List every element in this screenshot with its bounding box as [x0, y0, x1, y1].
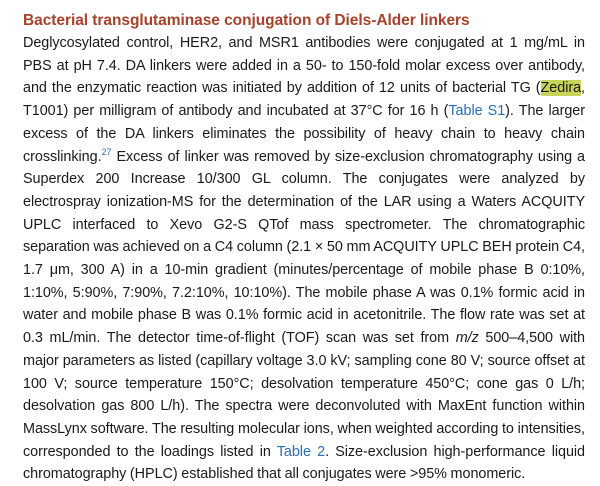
mz-italic: m/z	[455, 330, 479, 347]
paragraph-text: Deglycosylated control, HER2, and MSR1 antibodies were conjugated at 1 mg/mL in PBS at pH 7.4. DA linkers were added in a 50- to 150-fold molar excess over antibody, and the enzymatic reaction was initiated by addition of 12 units of bacterial TG (	[23, 35, 585, 97]
paragraph-text: ). The larger excess of the DA linkers eliminates the possibility of heavy chain to heavy chain crosslinking.	[23, 103, 585, 165]
reference-27-link[interactable]: 27	[101, 146, 112, 157]
section-heading: Bacterial transglutaminase conjugation of Diels-Alder linkers	[23, 12, 470, 29]
methods-paragraph	[23, 32, 585, 486]
paragraph-text: . Size-exclusion high-performance liquid chromatography (HPLC) established that all conjugates were >95% monomeric.	[23, 443, 585, 483]
paragraph-text: , T1001) per milligram of antibody and incubated at 37°C for 16 h (	[23, 80, 585, 120]
table-2-link[interactable]: Table 2	[276, 443, 326, 460]
paragraph-text: 500–4,500 with major parameters as listed (capillary voltage 3.0 kV; sampling cone 80 V; source offset at 100 V; source temperature 150°C; desolvation temperature 450°C; cone gas 0 L/h; desolvation gas 800 L/h). The spectra were deconvoluted with MaxEnt function within MassLynx software. The resulting molecular ions, when weighted according to intensities, corresponded to the loadings listed in	[23, 330, 586, 460]
table-s1-link[interactable]: Table S1	[448, 103, 506, 120]
paragraph-text: Excess of linker was removed by size-exclusion chromatography using a Superdex 200 Increase 10/300 GL column. The conjugates were analyzed by electrospray ionization-MS for the determination of the LAR using a Waters ACQUITY UPLC interfaced to Xevo G2-S QTof mass spectrometer. The chromatographic separation was achieved on a C4 column (2.1 × 50 mm ACQUITY UPLC BEH protein C4, 1.7 μm, 300 A) in a 10-min gradient (minutes/percentage of mobile phase B 0:10%, 1:10%, 5:90%, 7:90%, 7.2:10%, 10:10%). The mobile phase A was 0.1% formic acid in water and mobile phase B was 0.1% formic acid in acetonitrile. The flow rate was set at 0.3 mL/min. The detector time-of-flight (TOF) scan was set from	[23, 148, 585, 347]
highlighted-supplier-name: Zedira	[540, 80, 582, 97]
